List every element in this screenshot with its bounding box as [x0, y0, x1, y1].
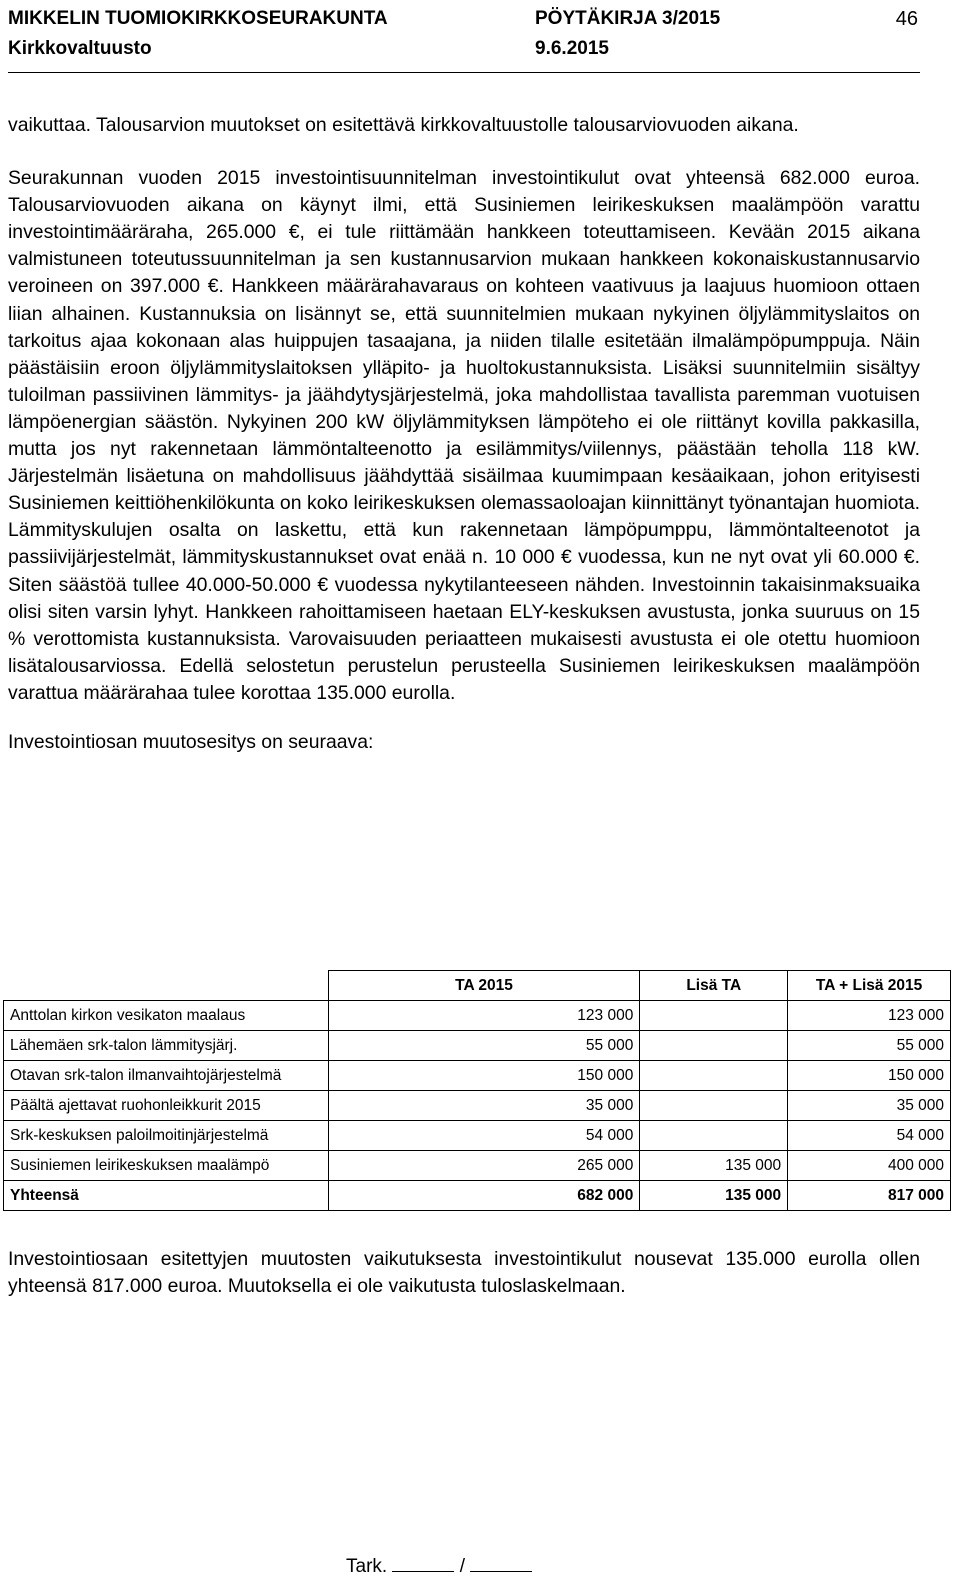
row-total: 150 000 — [788, 1061, 951, 1091]
table-row — [4, 1061, 951, 1091]
row-total: 55 000 — [788, 1031, 951, 1061]
meeting-date: 9.6.2015 — [535, 38, 609, 59]
document-title: PÖYTÄKIRJA 3/2015 — [535, 8, 721, 29]
header-row-2 — [8, 36, 920, 62]
governing-body: Kirkkovaltuusto — [8, 38, 152, 59]
table-total-row — [4, 1181, 951, 1211]
row-total: 35 000 — [788, 1091, 951, 1121]
row-item: Päältä ajettavat ruohonleikkurit 2015 — [4, 1091, 329, 1121]
total-sum: 817 000 — [788, 1181, 951, 1211]
document-body — [8, 112, 920, 756]
table-header-row — [4, 971, 951, 1001]
row-item: Susiniemen leirikeskuksen maalämpö — [4, 1151, 329, 1181]
checked-label: Tark. — [346, 1556, 388, 1577]
row-item: Otavan srk-talon ilmanvaihtojärjestelmä — [4, 1061, 329, 1091]
table-intro: Investointiosan muutosesitys on seuraava: — [8, 730, 374, 753]
row-item: Lähemäen srk-talon lämmitysjärj. — [4, 1031, 329, 1061]
row-ta: 35 000 — [328, 1091, 640, 1121]
table-row — [4, 1151, 951, 1181]
total-lisa: 135 000 — [640, 1181, 788, 1211]
initials-separator: / — [459, 1556, 466, 1577]
row-total: 400 000 — [788, 1151, 951, 1181]
row-lisa — [640, 1031, 788, 1061]
paragraph-conclusion: Investointiosaan esitettyjen muutosten vaikutuksesta investointikulut nousevat 135.000 eurolla ollen yhteensä 817.000 euroa. Muutoksella ei ole vaikutusta tuloslaskelmaan. — [8, 1248, 920, 1298]
table-row — [4, 1031, 951, 1061]
row-lisa — [640, 1061, 788, 1091]
column-header-ta: TA 2015 — [328, 971, 640, 1001]
row-ta: 265 000 — [328, 1151, 640, 1181]
row-total: 123 000 — [788, 1001, 951, 1031]
page-number: 46 — [895, 8, 918, 30]
total-ta: 682 000 — [328, 1181, 640, 1211]
investment-changes-table — [3, 970, 951, 1211]
row-item: Srk-keskuksen paloilmoitinjärjestelmä — [4, 1121, 329, 1151]
page-header — [8, 6, 920, 73]
column-header-lisa: Lisä TA — [640, 971, 788, 1001]
table-row — [4, 1091, 951, 1121]
row-ta: 55 000 — [328, 1031, 640, 1061]
row-ta: 150 000 — [328, 1061, 640, 1091]
column-header-total: TA + Lisä 2015 — [788, 971, 951, 1001]
row-total: 54 000 — [788, 1121, 951, 1151]
row-lisa — [640, 1001, 788, 1031]
row-ta: 123 000 — [328, 1001, 640, 1031]
initials-blank-2 — [470, 1553, 532, 1572]
row-lisa — [640, 1091, 788, 1121]
initials-blank-1 — [392, 1553, 454, 1572]
paragraph-justification: Seurakunnan vuoden 2015 investointisuunnitelman investointikulut ovat yhteensä 682.000 euroa. Talousarviovuoden aikana on käynyt ilmi, että Susiniemen leirikeskuksen maalämpöön varattu investointimääräraha, 265.000 €, ei tule riittämään hankkeen toteuttamiseen. Kevään 2015 aikana valmistuneen toteutussuunnitelman ja sen kustannusarvion mukaan hankkeen kokonaiskustannusarvio veroineen on 397.000 €. Hankkeen määrärahavaraus on kohteen vaativuus ja laajuus huomioon ottaen liian alhainen. Kustannuksia on lisännyt se, että suunnitelmien mukaan nykyinen öljylämmityslaitos on tarkoitus ajaa kokonaan alas huippujen tasaajana, ja niiden tilalle esitetään ilmalämpöpumppuja. Näin päästäisiin eroon öljylämmityslaitoksen ylläpito- ja huoltokustannuksista. Lisäksi suunnitelmiin sisältyy tuloilman passiivinen lämmitys- ja jäähdytysjärjestelmä, joka mahdollistaa tavallista paremman vuotuisen lämpöenergian säästön. Nykyinen 200 kW öljylämmityksen lämpöteho ei ole riittänyt kovilla pakkasilla, mutta jos nyt rakennetaan lämmöntalteenotto ja esilämmitys/viilennys, päästään teholla 118 kW. Järjestelmän lisäetuna on mahdollisuus jäähdyttää sisäilmaa kuumimpaan kesäaikaan, johon erityisesti Susiniemen keittiöhenkilökunta on koko leirikeskuksen olemassaoloajan kiinnittänyt työnantajan huomiota. Lämmityskulujen osalta on laskettu, että kun rakennetaan lämpöpumppu, lämmöntalteenotot ja passiivijärjestelmät, lämmityskustannukset ovat enää n. 10 000 € vuodessa, kun ne nyt ovat yli 60.000 €. Siten säästöä tullee 40.000-50.000 € vuodessa nykytilanteeseen nähden. Investoinnin takaisinmaksuaika olisi siten varsin lyhyt. Hankkeen rahoittamiseen haetaan ELY-keskuksen avustusta, jonka suuruus on 15 % verottomista kustannuksista. Varovaisuuden periaatteen mukaisesti avustusta ei ole otettu huomioon lisätalousarviossa. Edellä selostetun perustelun perusteella Susiniemen leirikeskuksen maalämpöön varattua määrärahaa tulee korottaa 135.000 eurolla. — [8, 167, 920, 704]
paragraph-intro: vaikuttaa. Talousarvion muutokset on esitettävä kirkkovaltuustolle talousarviovuoden aikana. — [8, 114, 799, 136]
row-ta: 54 000 — [328, 1121, 640, 1151]
row-lisa: 135 000 — [640, 1151, 788, 1181]
document-conclusion — [8, 1246, 920, 1300]
header-row-1 — [8, 6, 920, 32]
table-row — [4, 1121, 951, 1151]
total-label: Yhteensä — [4, 1181, 329, 1211]
table-row — [4, 1001, 951, 1031]
page-footer — [346, 1553, 532, 1579]
row-item: Anttolan kirkon vesikaton maalaus — [4, 1001, 329, 1031]
table-corner — [4, 971, 329, 1001]
organization-name: MIKKELIN TUOMIOKIRKKOSEURAKUNTA — [8, 8, 388, 29]
row-lisa — [640, 1121, 788, 1151]
